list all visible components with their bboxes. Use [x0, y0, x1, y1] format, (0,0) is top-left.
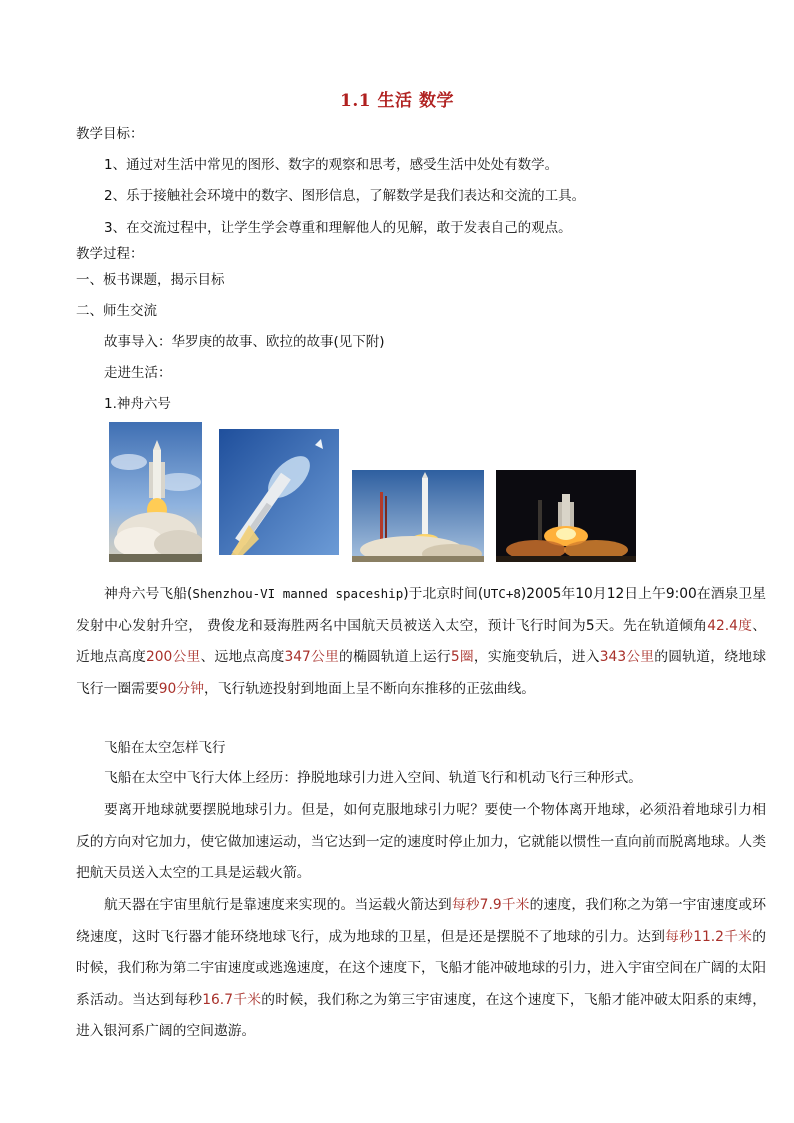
- text-run: )2005年10月12日上午9:00在酒泉卫星发射中心发射升空， 费俊龙和聂海胜两名中国航天员被送入太空，预计飞行时间为5天。先在轨道倾角: [76, 586, 767, 634]
- goal-item-2: 2、乐于接触社会环境中的数字、图形信息，了解数学是我们表达和交流的工具。: [104, 188, 586, 204]
- life-heading: 走进生活：: [104, 365, 172, 381]
- text-run: 的时候，我们称为第二宇宙速度或逃逸速度，在这个速度下，飞船才能冲破地球的引力，进入宇宙空间在广阔的太阳系活动。当达到每秒: [76, 928, 766, 1008]
- highlight-value: 5圈: [450, 649, 474, 665]
- text-run: Shenzhou-VI manned spaceship: [192, 586, 404, 601]
- text-run: 神舟六号飞船(: [104, 586, 193, 602]
- highlight-value: 42.4度: [707, 617, 753, 634]
- highlight-value: 90分钟: [158, 680, 204, 697]
- section-subheading: 飞船在太空怎样飞行: [104, 740, 226, 756]
- highlight-value: 343公里: [599, 649, 655, 665]
- photo-rocket-ascent: [219, 429, 339, 555]
- highlight-value: 每秒11.2千米: [665, 928, 753, 945]
- flight-paragraph-1: 飞船在太空中飞行大体上经历：挣脱地球引力进入空间、轨道飞行和机动飞行三种形式。: [104, 770, 643, 786]
- step-1: 一、板书课题，揭示目标: [76, 272, 225, 288]
- text-run: 的时候，我们称之为第三宇宙速度，在这个速度下，飞船才能冲破太阳系的束缚，进入银河系广阔的空间遨游。: [76, 991, 767, 1039]
- text-run: UTC+8: [483, 586, 521, 601]
- text-run: ，飞行轨迹投射到地面上呈不断向东推移的正弦曲线。: [203, 680, 536, 697]
- highlight-value: 每秒7.9千米: [451, 897, 530, 913]
- text-run: ，实施变轨后，进入: [473, 649, 600, 665]
- highlight-value: 200公里: [145, 649, 201, 665]
- goal-item-3: 3、在交流过程中，让学生学会尊重和理解他人的见解，敢于发表自己的观点。: [104, 220, 572, 236]
- highlight-value: 347公里: [284, 649, 339, 665]
- text-run: 的椭圆轨道上运行: [338, 649, 451, 665]
- text-run: 航天器在宇宙里航行是靠速度来实现的。当运载火箭达到: [104, 897, 452, 913]
- step-2: 二、师生交流: [76, 303, 157, 319]
- text-run: 、远地点高度: [200, 649, 285, 665]
- story-intro: 故事导入：华罗庚的故事、欧拉的故事(见下附): [104, 334, 385, 350]
- flight-paragraph-2: 要离开地球就要摆脱地球引力。但是，如何克服地球引力呢？要使一个物体离开地球，必须沿着地球引力相反的方向对它加力，使它做加速运动，当它达到一定的速度时停止加力，它就能以惯性一直向前而脱离地球。人类把航天员送入太空的工具是运载火箭。: [76, 802, 766, 881]
- text-run: 、近地点高度: [76, 617, 766, 665]
- page-title: 1.1 生活 数学: [340, 91, 454, 111]
- shenzhou-heading: 1.神舟六号: [104, 396, 171, 412]
- process-heading: 教学过程：: [76, 246, 144, 262]
- cosmic-velocity-paragraph: [76, 890, 766, 1048]
- text-run: 的速度，我们称之为第一宇宙速度或环绕速度，这时飞行器才能环绕地球飞行，成为地球的卫星，但是还是摆脱不了地球的引力。达到: [76, 897, 766, 945]
- text-run: )于北京时间(: [403, 586, 484, 602]
- text-run: 的圆轨道，绕地球飞行一圈需要: [76, 649, 767, 697]
- goal-item-1: 1、通过对生活中常见的图形、数字的观察和思考，感受生活中处处有数学。: [104, 157, 559, 173]
- shenzhou-paragraph: [76, 578, 766, 728]
- photo-shuttle-launch: [109, 422, 202, 562]
- photo-launch-pad: [352, 470, 484, 562]
- goals-heading: 教学目标：: [76, 126, 144, 142]
- photo-night-launch: [496, 470, 636, 562]
- highlight-value: 16.7千米: [202, 991, 262, 1008]
